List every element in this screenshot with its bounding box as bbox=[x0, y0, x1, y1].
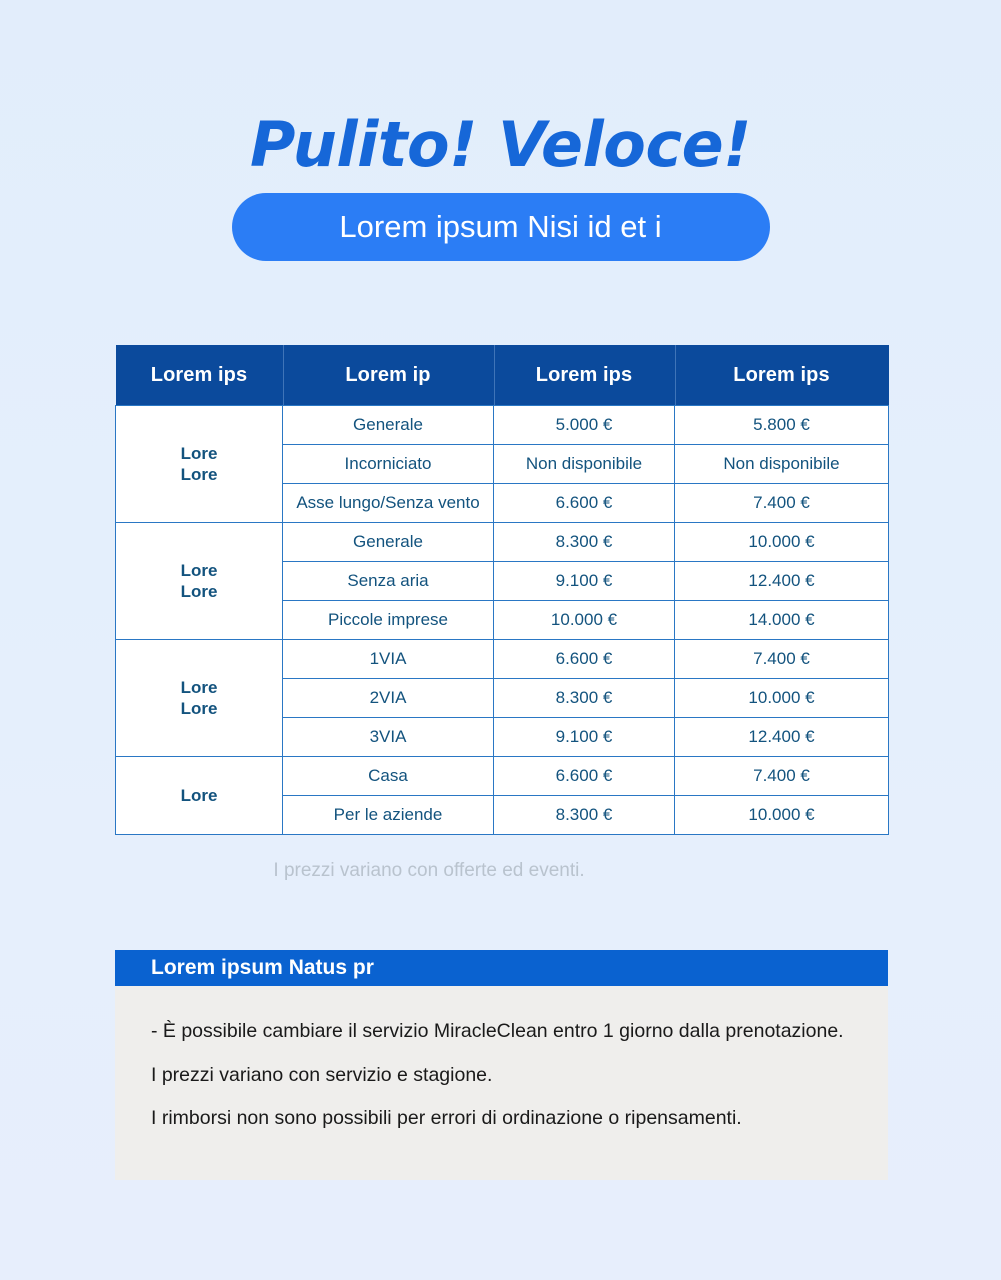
notice-section bbox=[115, 950, 888, 1180]
notice-line: I prezzi variano con servizio e stagione. bbox=[151, 1063, 493, 1086]
group-label-line-2: Lore bbox=[180, 699, 218, 718]
price-a-cell: 6.600 € bbox=[494, 484, 675, 523]
service-name-cell: Asse lungo/Senza vento bbox=[283, 484, 494, 523]
table-row bbox=[116, 406, 889, 445]
notice-line: I rimborsi non sono possibili per errori di ordinazione o ripensamenti. bbox=[151, 1107, 742, 1129]
hero-section bbox=[0, 0, 1001, 261]
table-header-row bbox=[116, 345, 889, 406]
notice-header: Lorem ipsum Natus pr bbox=[115, 950, 888, 986]
service-name-cell: Generale bbox=[283, 406, 494, 445]
group-label-line-2: Lore bbox=[180, 582, 218, 601]
service-name-cell: Incorniciato bbox=[283, 445, 494, 484]
price-b-cell: 10.000 € bbox=[675, 523, 889, 562]
group-label-line-1: Lore bbox=[180, 677, 218, 697]
price-a-cell: 6.600 € bbox=[494, 757, 675, 796]
price-a-cell: Non disponibile bbox=[494, 445, 675, 484]
price-a-cell: 9.100 € bbox=[494, 562, 675, 601]
price-a-cell: 10.000 € bbox=[494, 601, 675, 640]
hero-pill-container bbox=[0, 193, 1001, 261]
group-label-cell bbox=[116, 640, 283, 757]
group-label-line-1: Lore bbox=[180, 443, 218, 463]
price-a-cell: 8.300 € bbox=[494, 523, 675, 562]
service-name-cell: 2VIA bbox=[283, 679, 494, 718]
column-header-category: Lorem ips bbox=[116, 345, 283, 406]
price-a-cell: 8.300 € bbox=[494, 796, 675, 835]
pricing-table-head bbox=[116, 345, 889, 406]
group-label-cell: Lore bbox=[116, 757, 283, 835]
price-b-cell: 5.800 € bbox=[675, 406, 889, 445]
page-title: Pulito! Veloce! bbox=[250, 108, 751, 181]
group-label-cell bbox=[116, 406, 283, 523]
table-row bbox=[116, 640, 889, 679]
price-b-cell: 10.000 € bbox=[675, 679, 889, 718]
table-row bbox=[116, 757, 889, 796]
group-label-line-2: Lore bbox=[180, 465, 218, 484]
price-b-cell: 7.400 € bbox=[675, 757, 889, 796]
pricing-footnote: I prezzi variano con offerte ed eventi. bbox=[273, 860, 585, 881]
service-name-cell: 1VIA bbox=[283, 640, 494, 679]
price-a-cell: 6.600 € bbox=[494, 640, 675, 679]
table-row bbox=[116, 523, 889, 562]
service-name-cell: Piccole imprese bbox=[283, 601, 494, 640]
price-b-cell: 7.400 € bbox=[675, 640, 889, 679]
group-label-line-1: Lore bbox=[180, 560, 218, 580]
price-b-cell: 7.400 € bbox=[675, 484, 889, 523]
service-name-cell: Senza aria bbox=[283, 562, 494, 601]
pricing-table bbox=[115, 345, 889, 835]
price-a-cell: 9.100 € bbox=[494, 718, 675, 757]
service-name-cell: 3VIA bbox=[283, 718, 494, 757]
notice-body bbox=[115, 986, 888, 1180]
service-name-cell: Per le aziende bbox=[283, 796, 494, 835]
group-label-cell bbox=[116, 523, 283, 640]
pricing-table-container bbox=[115, 345, 888, 835]
column-header-service: Lorem ip bbox=[283, 345, 494, 406]
price-b-cell: 12.400 € bbox=[675, 718, 889, 757]
price-b-cell: 14.000 € bbox=[675, 601, 889, 640]
column-header-price-a: Lorem ips bbox=[494, 345, 675, 406]
pricing-table-body bbox=[116, 406, 889, 835]
service-name-cell: Casa bbox=[283, 757, 494, 796]
column-header-price-b: Lorem ips bbox=[675, 345, 889, 406]
notice-line: - È possibile cambiare il servizio MiracleClean entro 1 giorno dalla prenotazione. bbox=[151, 1020, 844, 1042]
hero-subtitle-pill[interactable]: Lorem ipsum Nisi id et i bbox=[232, 193, 770, 261]
price-b-cell: 12.400 € bbox=[675, 562, 889, 601]
price-b-cell: 10.000 € bbox=[675, 796, 889, 835]
price-b-cell: Non disponibile bbox=[675, 445, 889, 484]
price-a-cell: 5.000 € bbox=[494, 406, 675, 445]
service-name-cell: Generale bbox=[283, 523, 494, 562]
price-a-cell: 8.300 € bbox=[494, 679, 675, 718]
